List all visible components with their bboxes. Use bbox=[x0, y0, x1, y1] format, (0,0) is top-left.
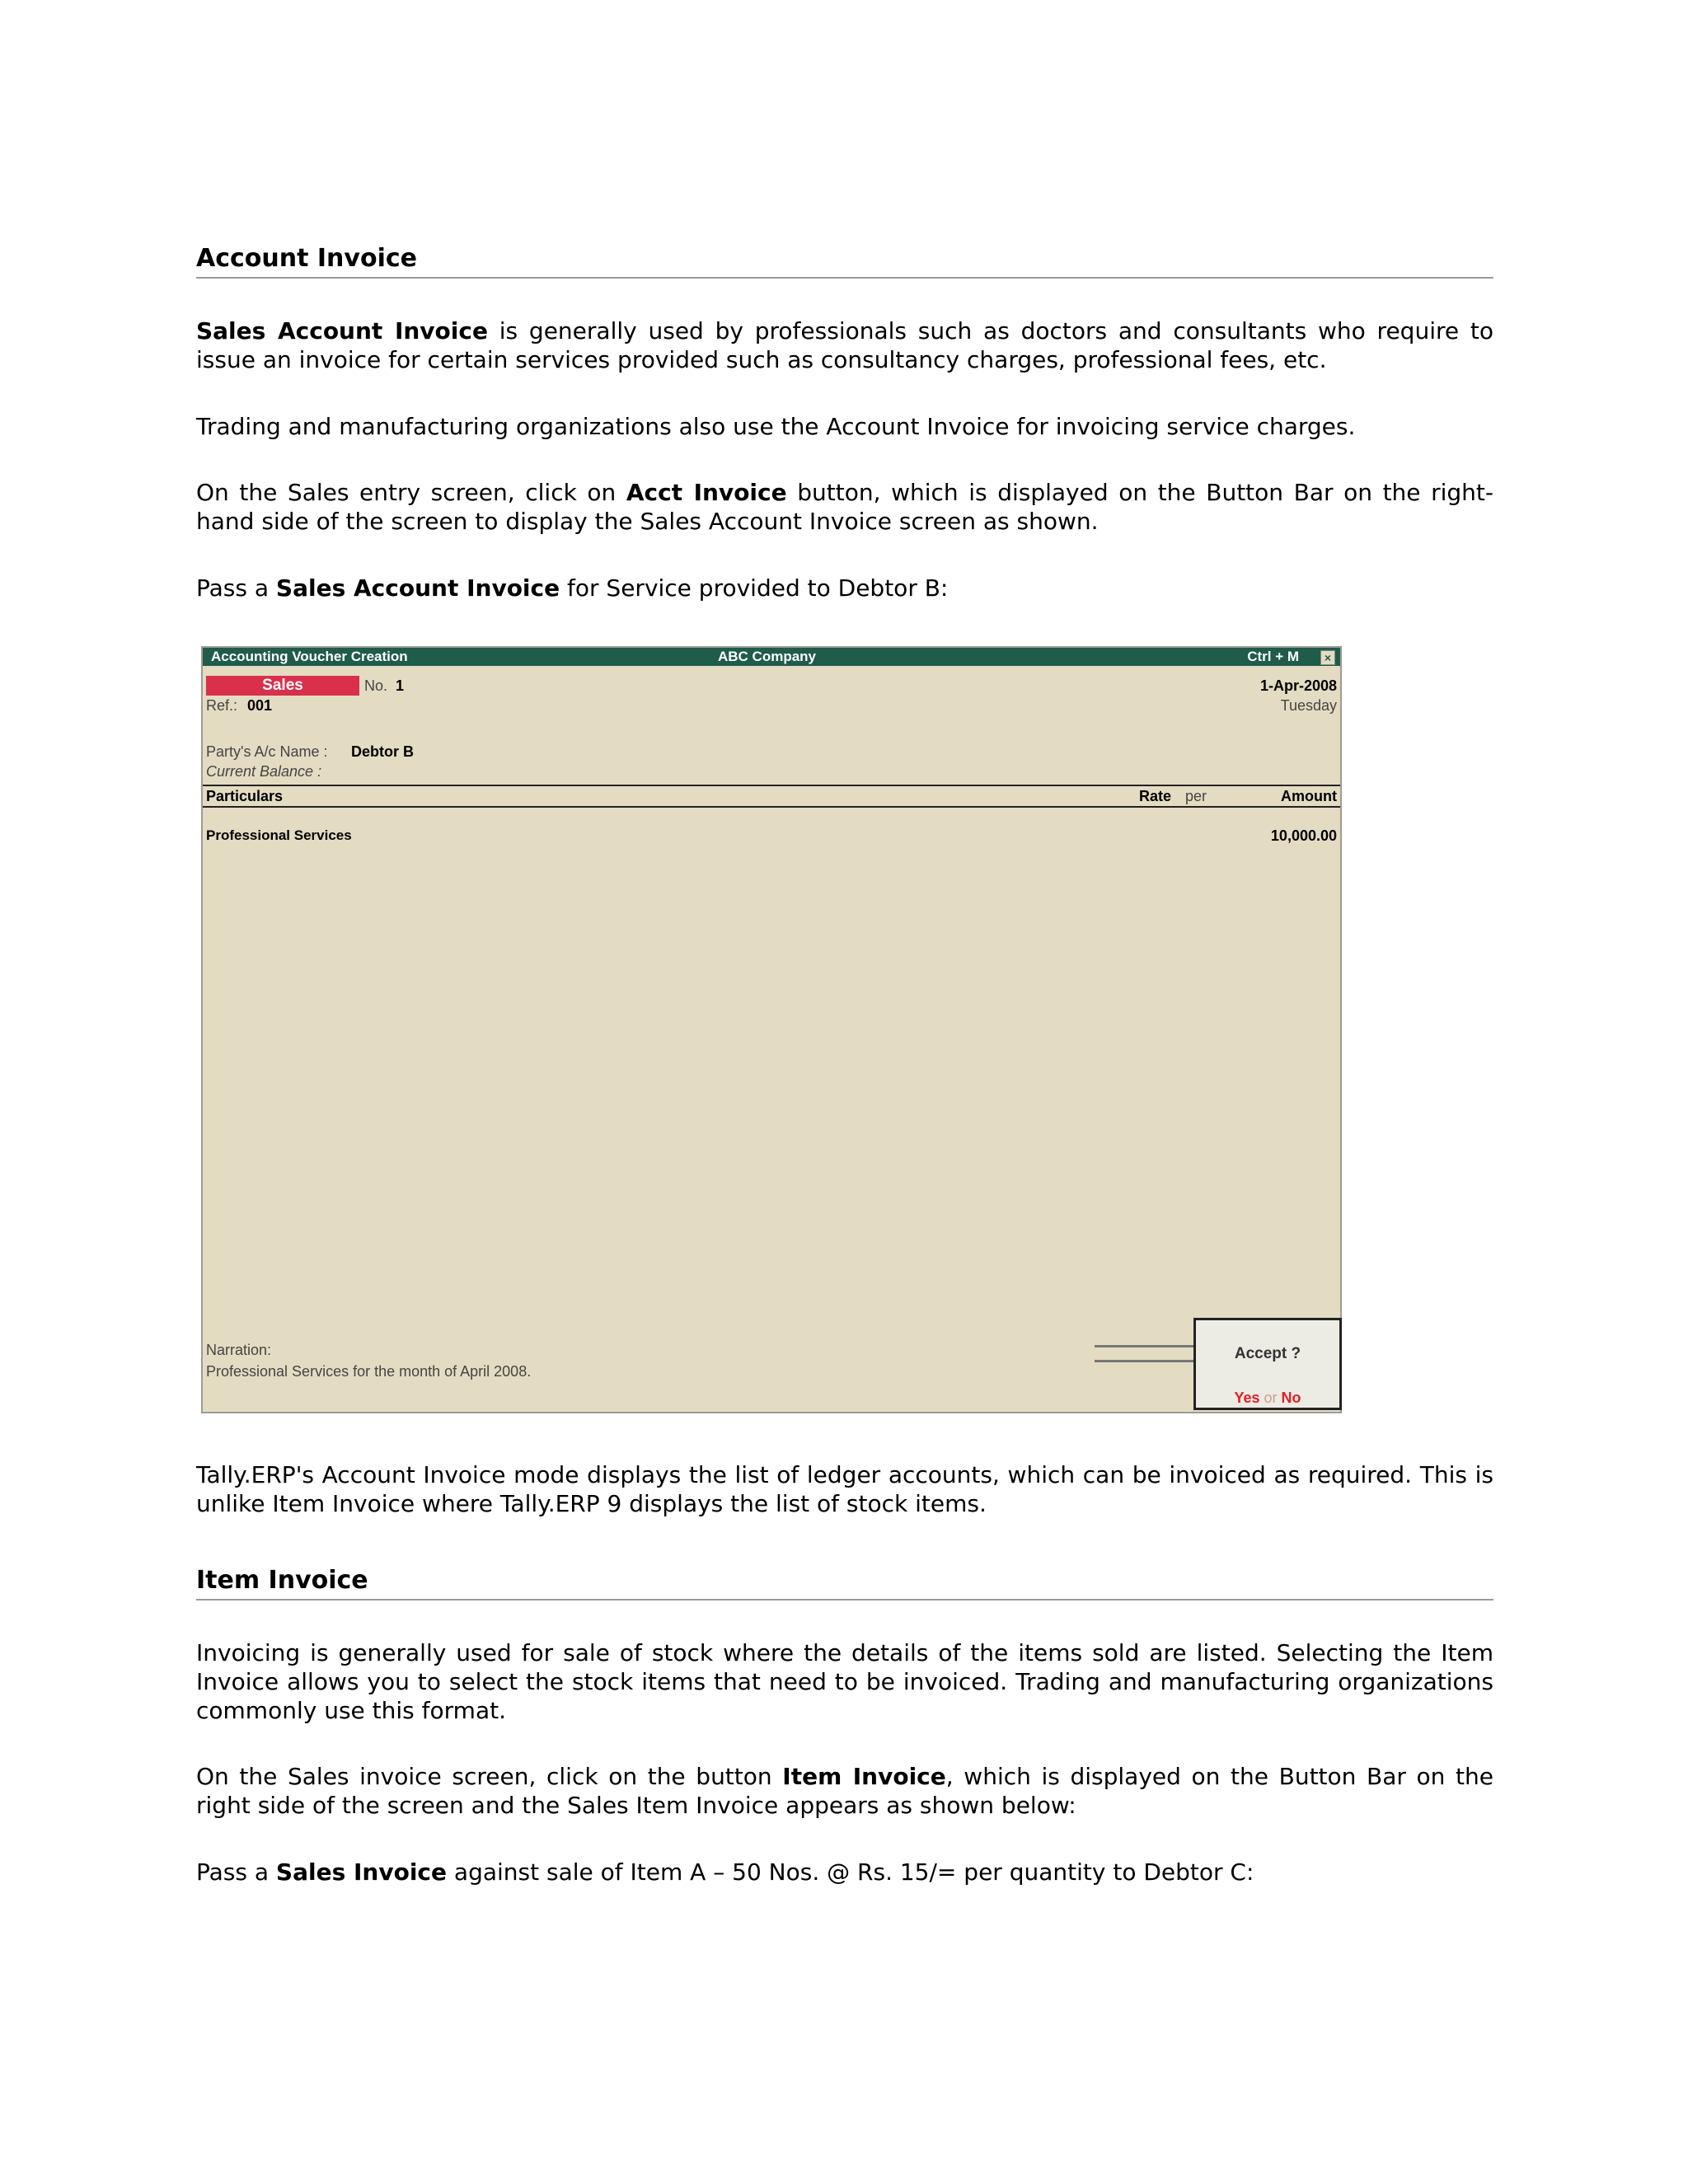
bold-term: Sales Invoice bbox=[275, 1858, 448, 1886]
ledger-row-particular[interactable]: Professional Services bbox=[206, 827, 352, 843]
accept-question: Accept ? bbox=[1234, 1345, 1301, 1362]
ref-value[interactable]: 001 bbox=[247, 697, 273, 714]
paragraph-text: for Service provided to Debtor B: bbox=[560, 574, 949, 602]
paragraph-text: Pass a bbox=[196, 574, 276, 602]
current-balance-label: Current Balance : bbox=[206, 763, 322, 780]
paragraph-trading: Trading and manufacturing organizations also use the Account Invoice for invoicing service charges. bbox=[196, 413, 1356, 440]
ledger-row-amount[interactable]: 10,000.00 bbox=[1270, 827, 1337, 844]
no-button[interactable]: No bbox=[1281, 1390, 1301, 1406]
bold-term: Item Invoice bbox=[782, 1763, 946, 1790]
connector-line bbox=[1095, 1360, 1193, 1362]
voucher-type-badge: Sales bbox=[206, 676, 359, 696]
window-title: Accounting Voucher Creation bbox=[211, 649, 408, 664]
voucher-day: Tuesday bbox=[1280, 697, 1337, 714]
paragraph-sales-account-invoice bbox=[196, 316, 1493, 374]
party-value[interactable]: Debtor B bbox=[351, 743, 414, 760]
tally-voucher-screenshot bbox=[201, 646, 1342, 1413]
paragraph-text: Pass a bbox=[196, 1858, 276, 1886]
paragraph-pass-account-invoice bbox=[196, 574, 1493, 602]
accept-options bbox=[1196, 1390, 1339, 1407]
paragraph-account-invoice-mode: Tally.ERP's Account Invoice mode displays the list of ledger accounts, which can be invoiced as required. This is unlike Item Invoice where Tally.ERP 9 displays the list of stock items. bbox=[196, 1461, 1493, 1517]
col-header-amount: Amount bbox=[1281, 788, 1337, 804]
paragraph-text: On the Sales invoice screen, click on the button bbox=[196, 1763, 783, 1790]
shortcut-label: Ctrl + M bbox=[1247, 649, 1299, 664]
close-icon[interactable]: × bbox=[1320, 650, 1335, 665]
paragraph-text: On the Sales entry screen, click on bbox=[196, 479, 626, 506]
or-label: or bbox=[1264, 1390, 1278, 1406]
paragraph-item-invoice-button bbox=[196, 1762, 1493, 1820]
voucher-date[interactable]: 1-Apr-2008 bbox=[1259, 677, 1337, 694]
party-label: Party's A/c Name : bbox=[206, 743, 328, 760]
paragraph-invoicing: Invoicing is generally used for sale of stock where the details of the items sold are listed. Selecting the Item Invoice allows you to select the stock items that need to be invoiced. Trading and manufacturing organizations commonly use this format. bbox=[196, 1639, 1493, 1724]
bold-term: Sales Account Invoice bbox=[196, 317, 488, 344]
bold-term: Sales Account Invoice bbox=[275, 574, 560, 602]
ref-label: Ref.: bbox=[206, 697, 238, 714]
col-header-rate: Rate bbox=[1139, 788, 1172, 804]
connector-line bbox=[1095, 1345, 1193, 1347]
voucher-no-value: 1 bbox=[396, 677, 405, 694]
paragraph-text: is generally used by professionals such as doctors and consultants who require to issue an invoice for certain services provided such as consultancy charges, professional fees, etc. bbox=[196, 317, 1493, 373]
divider bbox=[203, 785, 1340, 786]
divider bbox=[203, 806, 1340, 808]
yes-button[interactable]: Yes bbox=[1234, 1390, 1260, 1406]
paragraph-text: button, which is displayed on the Button Bar on the right-hand side of the screen to display the Sales Account Invoice screen as shown. bbox=[196, 479, 1494, 535]
narration-text[interactable]: Professional Services for the month of April 2008. bbox=[206, 1363, 532, 1380]
company-name: ABC Company bbox=[718, 649, 817, 664]
paragraph-text: against sale of Item A – 50 Nos. @ Rs. 15/= per quantity to Debtor C: bbox=[447, 1858, 1254, 1886]
paragraph-acct-invoice-button bbox=[196, 478, 1493, 536]
col-header-per: per bbox=[1185, 788, 1207, 804]
bold-term: Acct Invoice bbox=[626, 479, 787, 506]
paragraph-text: , which is displayed on the Button Bar on the right side of the screen and the Sales Item Invoice appears as shown below: bbox=[196, 1763, 1494, 1819]
accept-dialog bbox=[1193, 1318, 1342, 1410]
col-header-particulars: Particulars bbox=[206, 788, 284, 804]
narration-label: Narration: bbox=[206, 1342, 272, 1358]
section-heading-account-invoice: Account Invoice bbox=[196, 244, 1493, 279]
paragraph-pass-sales-invoice bbox=[196, 1858, 1493, 1886]
section-heading-item-invoice: Item Invoice bbox=[196, 1566, 1493, 1601]
window-title-bar bbox=[203, 648, 1340, 666]
voucher-no-label: No. bbox=[364, 677, 388, 694]
